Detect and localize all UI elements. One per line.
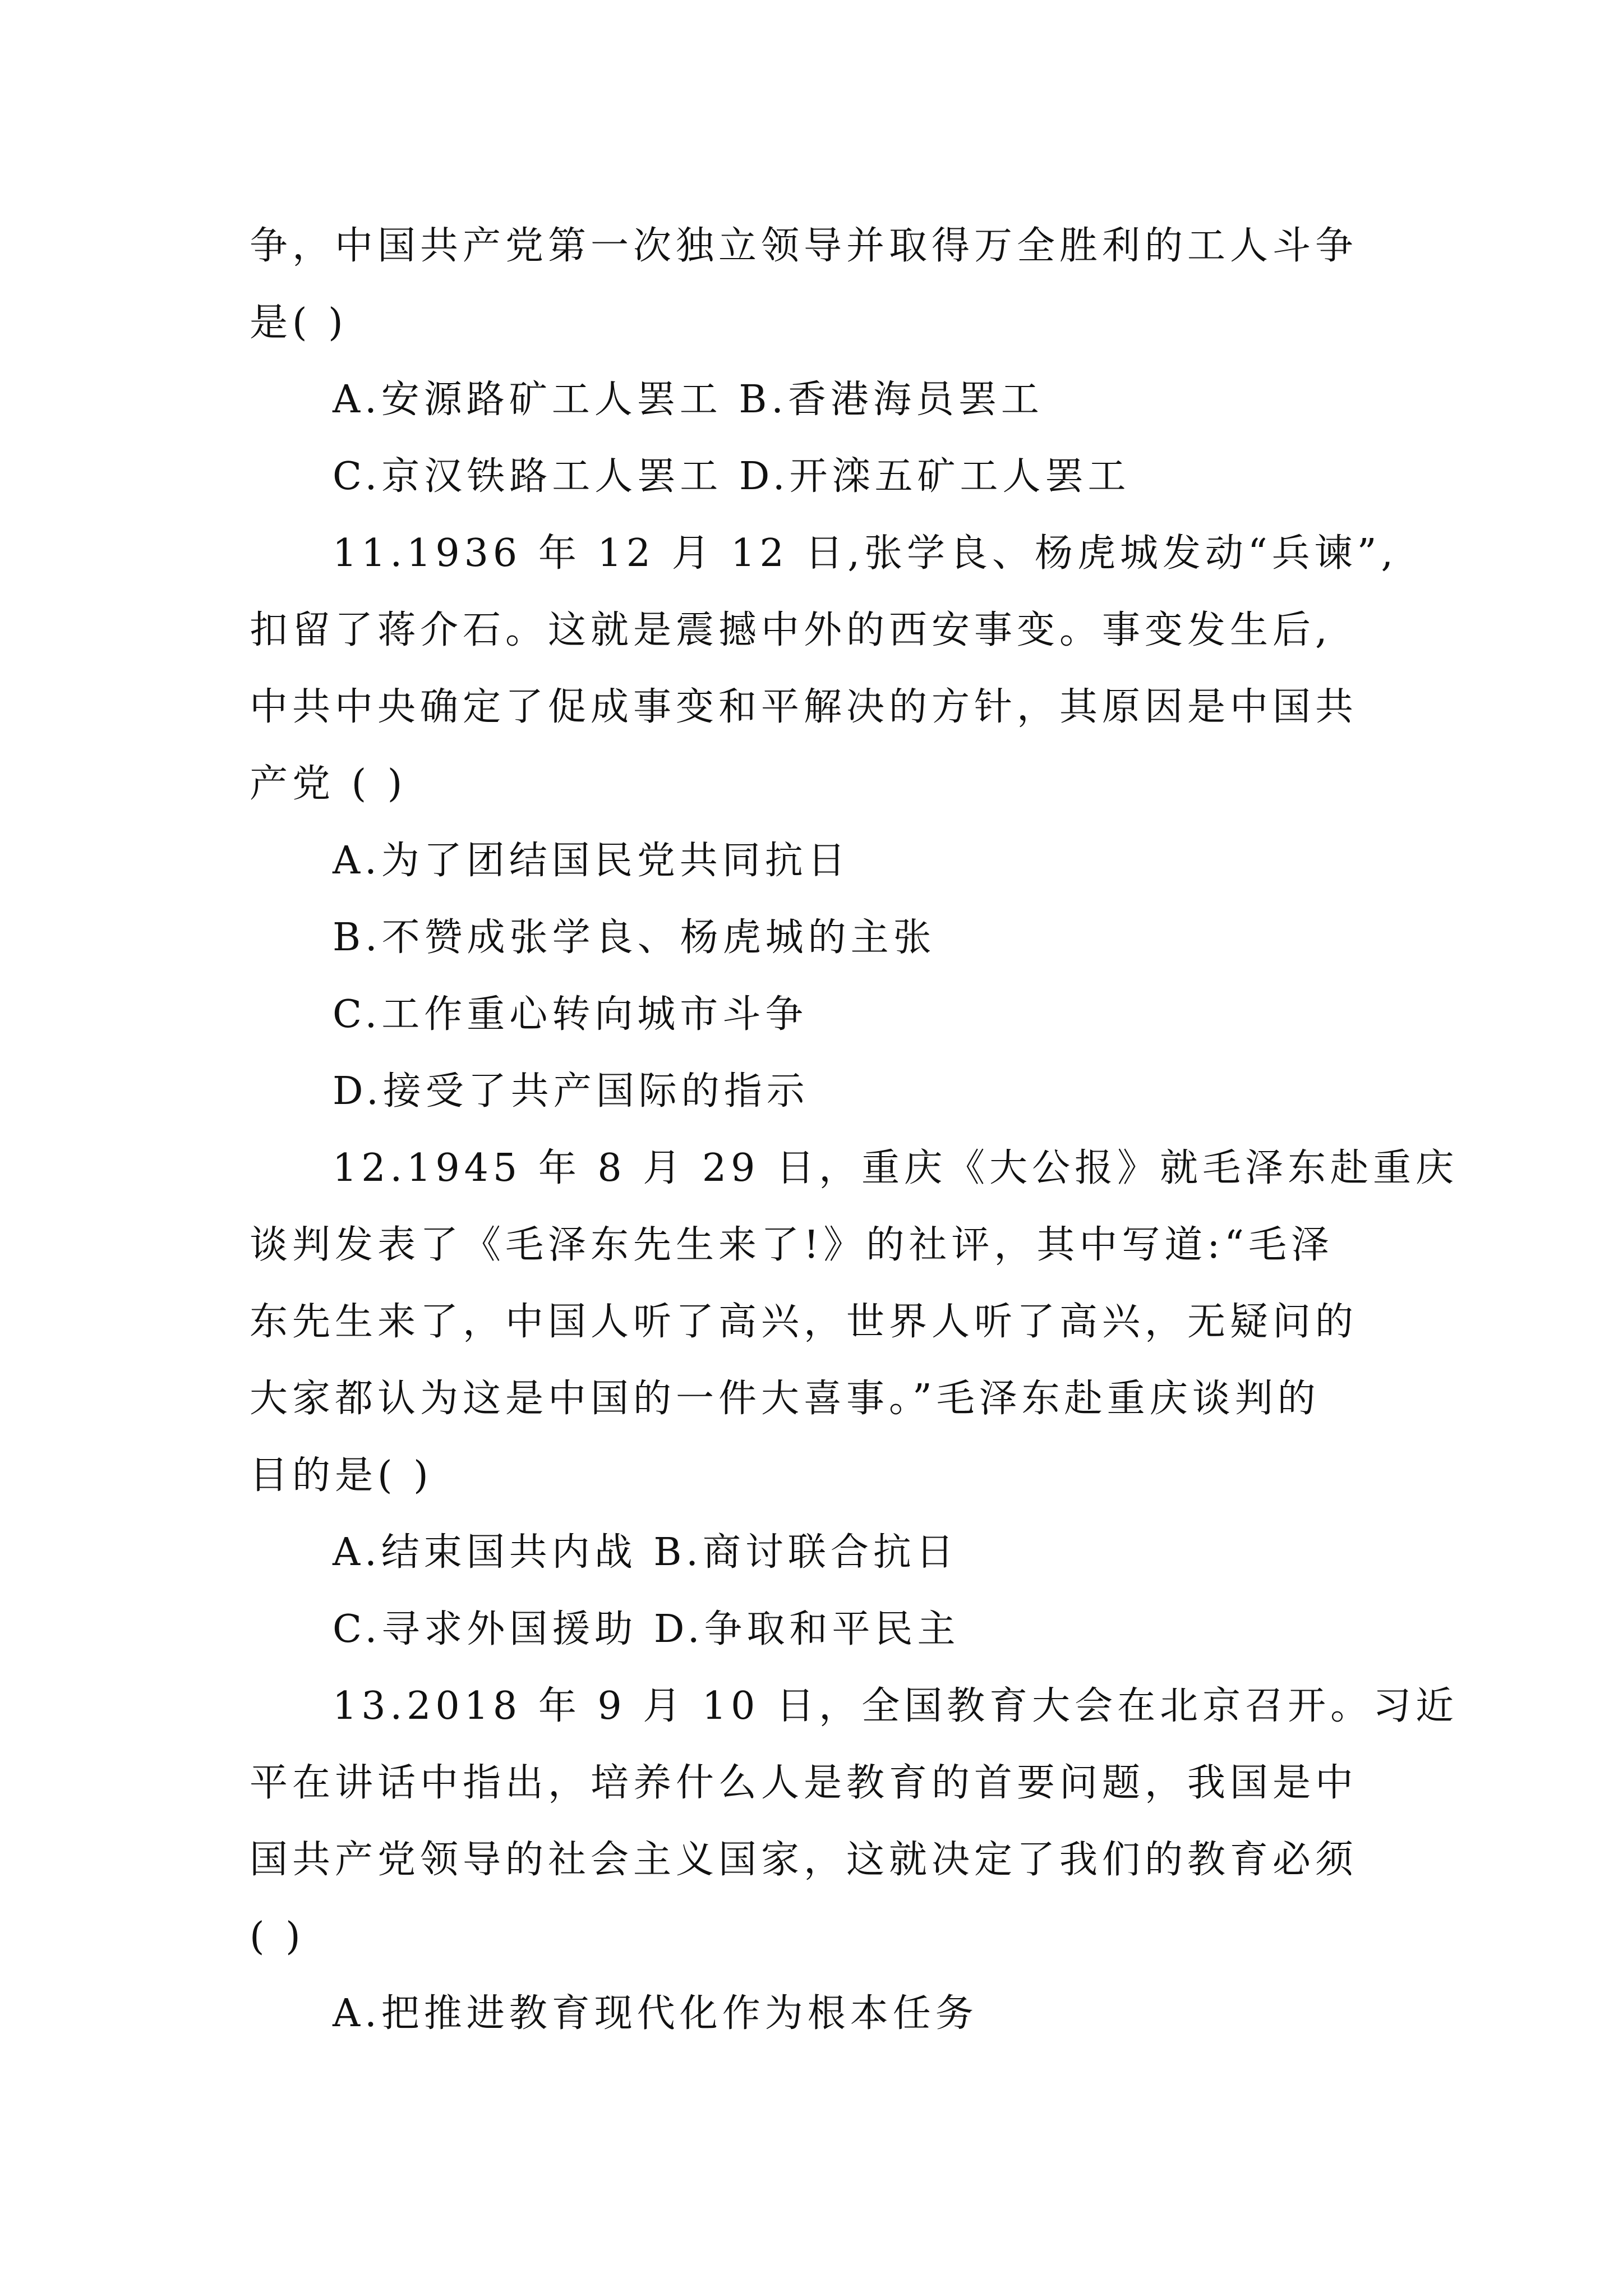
q11-stem-line-2: 扣留了蒋介石。这就是震撼中外的西安事变。事变发生后, bbox=[250, 608, 1332, 652]
q13-stem-line-3: 国共产党领导的社会主义国家，这就决定了我们的教育必须 bbox=[250, 1838, 1358, 1882]
q12-stem-line-3: 东先生来了，中国人听了高兴，世界人听了高兴，无疑问的 bbox=[250, 1300, 1358, 1344]
q10-options-line-2: C.京汉铁路工人罢工 D.开滦五矿工人罢工 bbox=[333, 454, 1131, 499]
exam-text bbox=[250, 208, 1459, 2052]
q13-stem-line-2: 平在讲话中指出，培养什么人是教育的首要问题，我国是中 bbox=[250, 1761, 1358, 1805]
q12-stem-line-1: 12.1945 年 8 月 29 日，重庆《大公报》就毛泽东赴重庆 bbox=[333, 1146, 1459, 1190]
q11-option-a: A.为了团结国民党共同抗日 bbox=[333, 839, 850, 883]
q12-options-line-2: C.寻求外国援助 D.争取和平民主 bbox=[333, 1607, 960, 1651]
q11-option-d: D.接受了共产国际的指示 bbox=[333, 1069, 809, 1114]
q13-stem-line-4: ( ) bbox=[250, 1915, 305, 1959]
q12-options-line-1: A.结束国共内战 B.商讨联合抗日 bbox=[333, 1530, 958, 1575]
q13-stem-line-1: 13.2018 年 9 月 10 日，全国教育大会在北京召开。习近 bbox=[333, 1684, 1459, 1728]
q11-stem-line-3: 中共中央确定了促成事变和平解决的方针，其原因是中国共 bbox=[250, 685, 1358, 729]
q13-option-a: A.把推进教育现代化作为根本任务 bbox=[333, 1991, 978, 2036]
q10-continuation-line-2: 是( ) bbox=[250, 301, 348, 345]
q11-stem-line-1: 11.1936 年 12 月 12 日,张学良、杨虎城发动“兵谏”, bbox=[333, 531, 1398, 576]
q11-stem-line-4: 产党 ( ) bbox=[250, 762, 407, 806]
q11-option-b: B.不赞成张学良、杨虎城的主张 bbox=[333, 915, 936, 960]
q12-stem-line-4: 大家都认为这是中国的一件大喜事。”毛泽东赴重庆谈判的 bbox=[250, 1377, 1320, 1421]
q11-option-c: C.工作重心转向城市斗争 bbox=[333, 992, 808, 1037]
q12-stem-line-2: 谈判发表了《毛泽东先生来了!》的社评，其中写道:“毛泽 bbox=[250, 1223, 1334, 1267]
q10-continuation-line-1: 争，中国共产党第一次独立领导并取得万全胜利的工人斗争 bbox=[250, 224, 1358, 268]
q10-options-line-1: A.安源路矿工人罢工 B.香港海员罢工 bbox=[333, 378, 1044, 422]
q12-stem-line-5: 目的是( ) bbox=[250, 1453, 433, 1498]
